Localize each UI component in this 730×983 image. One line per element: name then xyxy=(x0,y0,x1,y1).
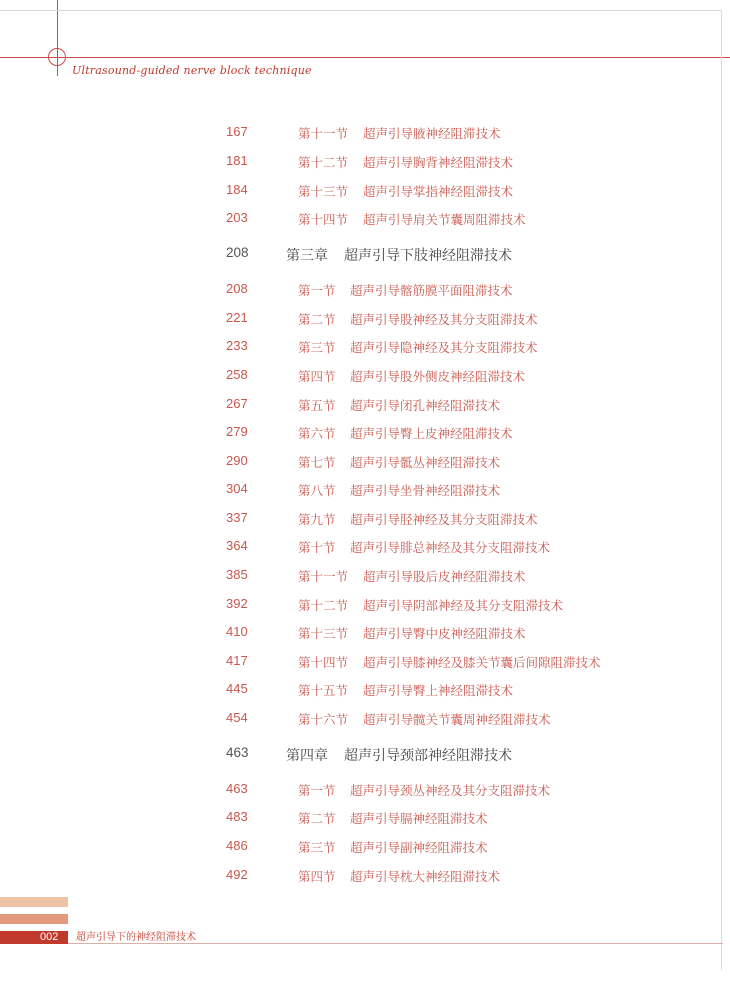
toc-section-label: 第十三节 xyxy=(298,184,349,199)
toc-section-entry xyxy=(0,481,700,501)
toc-entry-title: 超声引导臀上神经阻滞技术 xyxy=(363,683,514,698)
toc-entry-title: 超声引导下肢神经阻滞技术 xyxy=(344,248,512,264)
toc-page-number: 279 xyxy=(226,424,248,439)
toc-section-label: 第一节 xyxy=(298,283,336,298)
toc-entry-title: 超声引导臀上皮神经阻滞技术 xyxy=(350,426,513,441)
toc-section-entry xyxy=(0,453,700,473)
toc-section-label: 第十四节 xyxy=(298,212,349,227)
toc-section-label: 第十节 xyxy=(298,540,336,555)
toc-page-number: 258 xyxy=(226,367,248,382)
toc-section-entry xyxy=(0,338,700,358)
toc-section-label: 第八节 xyxy=(298,483,336,498)
footer-book-title: 超声引导下的神经阻滞技术 xyxy=(76,932,196,943)
toc-section-label: 第十一节 xyxy=(298,569,349,584)
toc-section-entry xyxy=(0,424,700,444)
toc-page-number: 463 xyxy=(226,781,248,796)
toc-page-number: 167 xyxy=(226,124,248,139)
toc-entry-title: 超声引导膈神经阻滞技术 xyxy=(350,811,488,826)
toc-section-entry xyxy=(0,653,700,673)
toc-entry-title: 超声引导髂筋膜平面阻滞技术 xyxy=(350,283,513,298)
toc-section-label: 第三节 xyxy=(298,840,336,855)
toc-section-entry xyxy=(0,681,700,701)
toc-entry-title: 超声引导隐神经及其分支阻滞技术 xyxy=(350,340,538,355)
toc-section-label: 第九节 xyxy=(298,512,336,527)
toc-page-number: 208 xyxy=(226,245,249,260)
toc-page-number: 417 xyxy=(226,653,248,668)
registration-mark-icon xyxy=(48,48,66,66)
toc-page-number: 385 xyxy=(226,567,248,582)
toc-section-entry xyxy=(0,710,700,730)
toc-entry-title: 超声引导颈丛神经及其分支阻滞技术 xyxy=(350,783,551,798)
toc-page-number: 483 xyxy=(226,809,248,824)
toc-section-label: 第六节 xyxy=(298,426,336,441)
toc-chapter-entry xyxy=(0,245,700,265)
toc-section-label: 第十五节 xyxy=(298,683,349,698)
toc-section-entry xyxy=(0,538,700,558)
header-title: Ultrasound-guided nerve block technique xyxy=(72,64,312,77)
toc-page-number: 184 xyxy=(226,182,248,197)
toc-entry-title: 超声引导阴部神经及其分支阻滞技术 xyxy=(363,598,564,613)
toc-page-number: 203 xyxy=(226,210,248,225)
page-number: 002 xyxy=(40,931,59,943)
toc-entry-title: 超声引导股后皮神经阻滞技术 xyxy=(363,569,526,584)
toc-entry-title: 超声引导胸背神经阻滞技术 xyxy=(363,155,514,170)
toc-entry-title: 超声引导掌指神经阻滞技术 xyxy=(363,184,514,199)
toc-section-label: 第四节 xyxy=(298,869,336,884)
toc-section-entry xyxy=(0,809,700,829)
toc-page-number: 445 xyxy=(226,681,248,696)
toc-entry-title: 超声引导肩关节囊周阻滞技术 xyxy=(363,212,526,227)
footer-bar-medium xyxy=(0,914,68,924)
toc-section-entry xyxy=(0,310,700,330)
toc-entry-title: 超声引导腓总神经及其分支阻滞技术 xyxy=(350,540,551,555)
toc-entry-title: 超声引导髋关节囊周神经阻滞技术 xyxy=(363,712,551,727)
toc-section-entry xyxy=(0,396,700,416)
toc-entry-title: 超声引导膝神经及膝关节囊后间隙阻滞技术 xyxy=(363,655,601,670)
toc-page-number: 221 xyxy=(226,310,248,325)
toc-section-entry xyxy=(0,281,700,301)
crop-mark-horizontal xyxy=(0,57,730,58)
footer-bar-light xyxy=(0,897,68,907)
toc-section-label: 第十三节 xyxy=(298,626,349,641)
trim-line-right xyxy=(721,10,722,970)
toc-page-number: 486 xyxy=(226,838,248,853)
toc-section-label: 第十一节 xyxy=(298,126,349,141)
toc-section-label: 第四章 xyxy=(286,748,328,764)
toc-section-entry xyxy=(0,153,700,173)
toc-section-entry xyxy=(0,124,700,144)
toc-entry-title: 超声引导副神经阻滞技术 xyxy=(350,840,488,855)
toc-entry-title: 超声引导胫神经及其分支阻滞技术 xyxy=(350,512,538,527)
toc-page-number: 337 xyxy=(226,510,248,525)
toc-section-label: 第十四节 xyxy=(298,655,349,670)
toc-entry-title: 超声引导股外侧皮神经阻滞技术 xyxy=(350,369,526,384)
toc-page-number: 290 xyxy=(226,453,248,468)
toc-section-label: 第五节 xyxy=(298,398,336,413)
toc-entry-title: 超声引导闭孔神经阻滞技术 xyxy=(350,398,501,413)
toc-section-label: 第二节 xyxy=(298,312,336,327)
toc-section-entry xyxy=(0,867,700,887)
toc-entry-title: 超声引导股神经及其分支阻滞技术 xyxy=(350,312,538,327)
toc-section-entry xyxy=(0,182,700,202)
toc-page-number: 364 xyxy=(226,538,248,553)
toc-section-label: 第三章 xyxy=(286,248,328,264)
toc-section-entry xyxy=(0,367,700,387)
toc-section-entry xyxy=(0,567,700,587)
toc-entry-title: 超声引导腋神经阻滞技术 xyxy=(363,126,501,141)
toc-page-number: 233 xyxy=(226,338,248,353)
toc-entry-title: 超声引导骶丛神经阻滞技术 xyxy=(350,455,501,470)
toc-section-entry xyxy=(0,624,700,644)
toc-section-label: 第四节 xyxy=(298,369,336,384)
toc-entry-title: 超声引导坐骨神经阻滞技术 xyxy=(350,483,501,498)
toc-chapter-entry xyxy=(0,745,700,765)
toc-page-number: 304 xyxy=(226,481,248,496)
toc-section-label: 第十六节 xyxy=(298,712,349,727)
trim-line-top xyxy=(0,10,722,11)
toc-page-number: 267 xyxy=(226,396,248,411)
toc-section-entry xyxy=(0,596,700,616)
toc-section-entry xyxy=(0,510,700,530)
toc-page-number: 492 xyxy=(226,867,248,882)
toc-section-label: 第二节 xyxy=(298,811,336,826)
toc-section-label: 第七节 xyxy=(298,455,336,470)
toc-entry-title: 超声引导枕大神经阻滞技术 xyxy=(350,869,501,884)
toc-section-label: 第十二节 xyxy=(298,155,349,170)
toc-section-label: 第三节 xyxy=(298,340,336,355)
toc-entry-title: 超声引导颈部神经阻滞技术 xyxy=(344,748,512,764)
toc-section-entry xyxy=(0,781,700,801)
toc-page-number: 208 xyxy=(226,281,248,296)
toc-entry-title: 超声引导臀中皮神经阻滞技术 xyxy=(363,626,526,641)
toc-page-number: 410 xyxy=(226,624,248,639)
toc-page-number: 392 xyxy=(226,596,248,611)
toc-page-number: 181 xyxy=(226,153,248,168)
toc-section-entry xyxy=(0,838,700,858)
toc-section-label: 第一节 xyxy=(298,783,336,798)
toc-page-number: 454 xyxy=(226,710,248,725)
toc-page-number: 463 xyxy=(226,745,249,760)
toc-section-label: 第十二节 xyxy=(298,598,349,613)
toc-section-entry xyxy=(0,210,700,230)
